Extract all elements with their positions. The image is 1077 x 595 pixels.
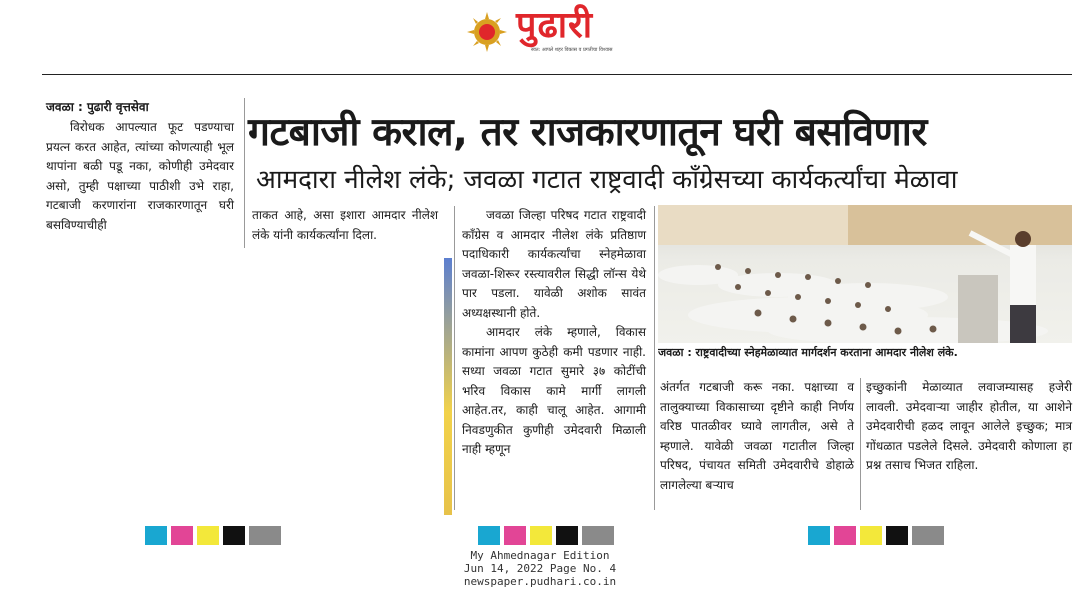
black-swatch <box>556 526 578 545</box>
gray-swatch <box>582 526 614 545</box>
column-divider <box>654 206 655 510</box>
column-divider <box>860 378 861 510</box>
registration-color-strip <box>808 526 948 545</box>
article-column-4 <box>660 378 854 495</box>
yellow-swatch <box>530 526 552 545</box>
cyan-swatch <box>478 526 500 545</box>
article-column-5 <box>866 378 1072 476</box>
edition-footer <box>440 549 640 588</box>
dateline: जवळा : पुढारी वृत्तसेवा <box>46 100 149 114</box>
registration-color-strip <box>478 526 618 545</box>
magenta-swatch <box>834 526 856 545</box>
masthead-title: पुढारी <box>516 5 594 46</box>
cyan-swatch <box>145 526 167 545</box>
article-column-3 <box>462 206 646 460</box>
event-photo <box>658 205 1072 343</box>
article-column-1 <box>46 118 234 235</box>
column-4-text: अंतर्गत गटबाजी करू नका. पक्षाच्या व तालुक्याच्या विकासाच्या दृष्टीने काही निर्णय वरिष्ठ पातळीवर घ्यावे लागतील, असे ते म्हणाले. यावेळी जवळा गटातील जिल्हा परिषद, पंचायत समिती उमेदवारीचे डोहाळे लागलेल्या बऱ्याच <box>660 380 854 492</box>
edition-date-page: Jun 14, 2022 Page No. 4 <box>463 562 617 575</box>
cyan-swatch <box>808 526 830 545</box>
magenta-swatch <box>171 526 193 545</box>
subheadline: आमदारा नीलेश लंके; जवळा गटात राष्ट्रवादी कॉंग्रेसच्या कार्यकर्त्यांचा मेळावा <box>256 165 958 195</box>
black-swatch <box>886 526 908 545</box>
event-photo-graphic <box>658 205 1072 343</box>
column-1-text: विरोधक आपल्यात फूट पडण्याचा प्रयत्न करत आहेत, त्यांच्या कोणत्याही भूल थापांना बळी पडू नका, कोणीही उमेदवार असो, तुम्ही पक्षाच्या पाठीशी उभे राहा, गटबाजी करणारांना राजकारणातून घरी बसविण्याचीही <box>46 120 234 232</box>
magenta-swatch <box>504 526 526 545</box>
headline: गटबाजी कराल, तर राजकारणातून घरी बसविणार <box>248 110 927 155</box>
yellow-swatch <box>860 526 882 545</box>
article-column-2 <box>252 206 438 245</box>
black-swatch <box>223 526 245 545</box>
column-3-para-2: आमदार लंके म्हणाले, विकास कामांना आपण कुठेही कमी पडणार नाही. सध्या जवळा गटात सुमारे ३७ कोटींची भरिव विकास कामे मार्गी लागली आहेत.तर, काही चालू आहेत. आगामी निवडणुकीत कुणीही उमेदवारी मिळाली नाही म्हणून <box>462 325 646 456</box>
registration-color-strip <box>145 526 285 545</box>
gray-swatch <box>912 526 944 545</box>
pudhari-sun-logo-icon <box>467 12 507 52</box>
column-divider <box>454 206 455 510</box>
edition-name: My Ahmednagar Edition <box>470 549 610 562</box>
edition-site-link[interactable]: newspaper.pudhari.co.in <box>463 575 617 588</box>
adjacent-ad-strip <box>444 258 452 515</box>
column-3-para-1: जवळा जिल्हा परिषद गटात राष्ट्रवादी कॉंग्रेस व आमदार नीलेश लंके प्रतिष्ठाण पदाधिकारी कार्यकर्त्यांचा स्नेहमेळावा जवळा-शिरूर रस्त्यावरील सिद्धी लॉन्स येथे पार पडला. यावेळी अशोक सावंत अध्यक्षस्थानी होते. <box>462 208 646 320</box>
masthead-tagline: स्वत: आपले शहर विकास व प्रगतीचा विश्वास <box>531 47 613 53</box>
column-divider <box>244 98 245 248</box>
gray-swatch <box>249 526 281 545</box>
column-2-text: ताकत आहे, असा इशारा आमदार नीलेश लंके यांनी कार्यकर्त्यांना दिला. <box>252 208 438 242</box>
photo-caption: जवळा : राष्ट्रवादीच्या स्नेहमेळाव्यात मार्गदर्शन करताना आमदार नीलेश लंके. <box>658 346 958 359</box>
masthead-rule <box>42 74 1072 75</box>
column-5-text: इच्छुकांनी मेळाव्यात लवाजम्यासह हजेरी लावली. उमेदवाऱ्या जाहीर होतील, या आशेने उमेदवारीची हळद लावून आलेले इच्छुक; मात्र गोंधळात पडलेले दिसले. उमेदवारी कोणाला हा प्रश्न तसाच भिजत राहिला. <box>866 380 1072 472</box>
yellow-swatch <box>197 526 219 545</box>
